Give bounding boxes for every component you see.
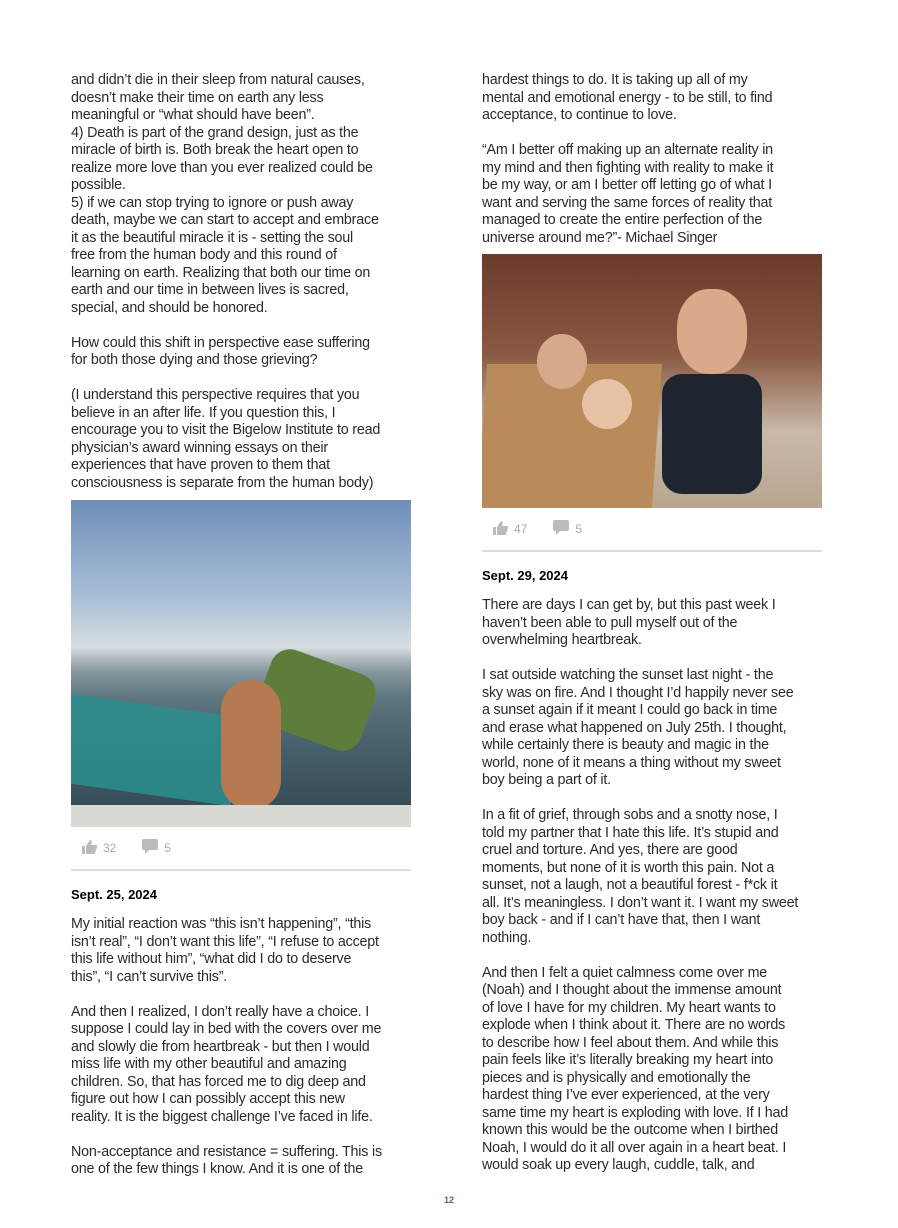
paragraph: And then I realized, I don’t really have a choice. I suppose I could lay in bed with the covers over me and slowly die from heartbreak - but then I would miss life with my other beautiful and amazing children. So, that has forced me to dig deep and figure out how I can possibly accept this new reality. It is the biggest challenge I’ve faced in life. — [71, 1003, 382, 1125]
comment-icon[interactable] — [142, 839, 158, 857]
paragraph: How could this shift in perspective ease suffering for both those dying and those grieving? — [71, 334, 370, 368]
paragraph: There are days I can get by, but this past week I haven’t been able to pull myself out of the overwhelming heartbreak. — [482, 597, 776, 648]
paragraph: and didn’t die in their sleep from natural causes, doesn’t make their time on earth any less meaningful or “what should have been”. 4) Death is part of the grand design, just as the miracle of birth is. Both break the heart open to realize more love than you ever realized could be possible. 5) if we can stop trying to ignore or push away death, maybe we can start to accept and embrace it as the beautiful miracle it is - setting the soul free from the human body and this round of learning on earth. Realizing that both our time on earth and our time in between lives is sacred, special, and should be honored. — [71, 72, 379, 316]
post-stats — [482, 508, 822, 552]
likes-count: 32 — [103, 841, 117, 855]
right-column — [482, 72, 827, 1175]
paragraph: My initial reaction was “this isn’t happening”, “this isn’t real”, “I don’t want this life”, “I refuse to accept this life without him”, “what did I do to deserve this”, “I can’t survive this”. — [71, 916, 379, 985]
post-stats — [71, 827, 411, 871]
thumbs-up-icon[interactable] — [492, 521, 508, 538]
comment-icon[interactable] — [553, 520, 569, 538]
paragraph: Non-acceptance and resistance = suffering. This is one of the few things I know. And it is one of the — [71, 1143, 382, 1177]
comments-count: 5 — [164, 841, 172, 855]
rainbow-boat-photo — [71, 500, 411, 827]
left-column — [71, 72, 416, 1179]
post-date: Sept. 29, 2024 — [482, 568, 568, 583]
paragraph: And then I felt a quiet calmness come over me (Noah) and I thought about the immense amount of love I have for my children. My heart wants to explode when I think about it. There are no words to describe how I feel about them. And while this pain feels like it’s literally breaking my heart into pieces and is physically and emotionally the hardest thing I’ve ever experienced, at the very same time my heart is exploding with love. If I had known this would be the outcome when I birthed Noah, I would do it all over again in a heart beat. I would soak up every laugh, cuddle, talk, and — [482, 964, 789, 1173]
paragraph: (I understand this perspective requires that you believe in an after life. If you question this, I encourage you to visit the Bigelow Institute to read physician’s award winning essays on their experiences that have proven to them that consciousness is separate from the human body) — [71, 387, 381, 491]
comments-count: 5 — [575, 522, 583, 536]
paragraph: “Am I better off making up an alternate reality in my mind and then fighting with reality to make it be my way, or am I better off letting go of what I want and serving the same forces of reality that managed to create the entire perfection of the universe around me?”- Michael Singer — [482, 142, 774, 246]
post-date: Sept. 25, 2024 — [71, 887, 157, 902]
paragraph: In a fit of grief, through sobs and a snotty nose, I told my partner that I hate this life. It’s stupid and cruel and torture. And yes, there are good moments, but none of it is worth this pain. Not a sunset, not a laugh, not a beautiful forest - f*ck it all. It’s meaningless. I don’t want it. I want my sweet boy back - and if I can’t have that, then I want nothing. — [482, 807, 799, 946]
page-number: 12 — [443, 1195, 454, 1205]
thumbs-up-icon[interactable] — [81, 840, 97, 857]
paragraph: hardest things to do. It is taking up all of my mental and emotional energy - to be still, to find acceptance, to continue to love. — [482, 72, 773, 123]
children-in-box-photo — [482, 254, 822, 508]
paragraph: I sat outside watching the sunset last night - the sky was on fire. And I thought I’d happily never see a sunset again if it meant I could go back in time and erase what happened on July 25th. I thought, while certainly there is beauty and magic in the world, none of it means a thing without my sweet boy being a part of it. — [482, 667, 794, 788]
likes-count: 47 — [514, 522, 528, 536]
